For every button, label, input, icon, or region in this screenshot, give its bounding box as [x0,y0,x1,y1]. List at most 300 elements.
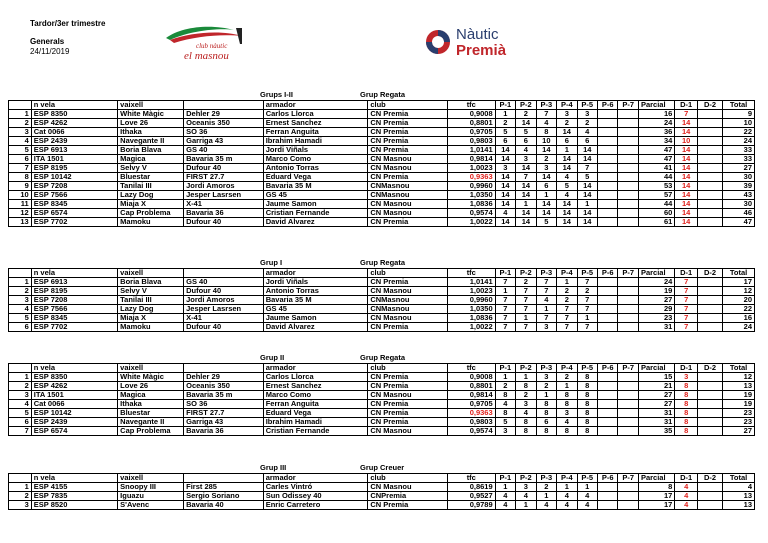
table-cell: CN Premia [368,278,448,287]
table-cell: Carles Vintró [263,483,368,492]
table-cell: Tanilai III [118,296,184,305]
header-cell: P-2 [516,474,536,483]
header-cell: P-7 [618,364,638,373]
table-cell: 0,9527 [447,492,495,501]
table-cell: 29 [638,305,674,314]
table-cell: 14 [675,209,698,218]
position-cell: 6 [9,323,32,332]
table-cell: 7 [675,314,698,323]
position-cell: 8 [9,173,32,182]
table-cell: 4 [557,418,577,427]
table-cell: 4 [675,501,698,510]
header-cell [9,269,32,278]
header-cell: P-4 [557,269,577,278]
table-cell: 23 [638,314,674,323]
table-cell: 1 [495,110,515,119]
table-cell: Navegante II [118,418,184,427]
table-cell: 27 [638,391,674,400]
table-row [9,287,755,296]
table-cell [598,164,618,173]
table-row [9,400,755,409]
table-row [9,164,755,173]
table-cell: 3 [516,155,536,164]
table-cell: 4 [557,492,577,501]
table-cell: 0,9814 [447,391,495,400]
table-cell: 4 [577,501,597,510]
header-cell: P-4 [557,101,577,110]
table-cell: Ernest Sanchez [263,119,368,128]
table-cell: Bavaria 35 m [184,155,264,164]
table-cell: 0,9960 [447,296,495,305]
table-cell [598,191,618,200]
table-cell: 61 [638,218,674,227]
table-cell: 3 [557,110,577,119]
table-cell [698,146,723,155]
header-cell: P-1 [495,364,515,373]
table-cell [698,373,723,382]
table-cell: 1,0836 [447,200,495,209]
table-cell: Cat 0066 [31,400,117,409]
table-row [9,173,755,182]
table-cell: 4 [495,492,515,501]
header-cell: P-2 [516,101,536,110]
table-cell: ESP 6913 [31,278,117,287]
table-cell: 0,8801 [447,382,495,391]
table-cell: 4 [557,501,577,510]
table-cell: 1 [516,200,536,209]
table-cell: Mamoku [118,218,184,227]
table-cell [618,483,638,492]
table-row [9,314,755,323]
table-cell: 14 [557,218,577,227]
group-category: Grup Creuer [360,463,405,472]
table-cell: CN Premia [368,218,448,227]
header-cell: vaixell [118,269,184,278]
table-cell: 8 [577,391,597,400]
table-cell: GS 40 [184,278,264,287]
header-cell: Parcial [638,101,674,110]
table-cell: 1 [557,382,577,391]
table-cell [698,287,723,296]
table-row [9,373,755,382]
header-cell: club [368,101,448,110]
table-cell: 7 [675,287,698,296]
table-cell: 4 [557,173,577,182]
table-cell: 1 [516,501,536,510]
table-cell: ESP 10142 [31,409,117,418]
table-cell [698,128,723,137]
table-cell: Bavaria 36 [184,209,264,218]
group-category: Grup Regata [360,258,406,267]
table-cell: Marco Como [263,155,368,164]
table-cell: 2 [557,119,577,128]
table-cell: 3 [536,323,556,332]
table-cell [618,110,638,119]
header-cell: tfc [447,474,495,483]
table-cell: 5 [557,182,577,191]
header-cell: P-3 [536,364,556,373]
results-table [8,363,755,436]
table-cell: 3 [495,164,515,173]
table-cell: 0,9363 [447,173,495,182]
position-cell: 1 [9,373,32,382]
table-cell: Enric Carretero [263,501,368,510]
table-cell: Lazy Dog [118,191,184,200]
header-cell [184,101,264,110]
group-title: Grup I [260,258,283,267]
lifebuoy-icon [424,28,452,56]
table-cell: ITA 1501 [31,155,117,164]
header-cell: Total [723,101,755,110]
table-cell: 14 [495,200,515,209]
table-cell: 0,9803 [447,137,495,146]
table-cell: CNMasnou [368,191,448,200]
table-cell: Selvy V [118,164,184,173]
table-cell: CN Premia [368,400,448,409]
position-cell: 1 [9,483,32,492]
table-cell [618,400,638,409]
table-cell: 14 [675,200,698,209]
table-cell: 19 [723,400,755,409]
table-cell: CNMasnou [368,296,448,305]
table-cell: CN Premia [368,137,448,146]
table-cell: CN Masnou [368,164,448,173]
table-cell: 1,0836 [447,314,495,323]
table-cell: 2 [536,155,556,164]
table-cell: 8 [675,391,698,400]
header-cell: armador [263,101,368,110]
table-cell: Ernest Sanchez [263,382,368,391]
table-header-row [9,269,755,278]
table-cell: 27 [638,296,674,305]
position-cell: 12 [9,209,32,218]
table-cell: 44 [638,200,674,209]
table-cell: 1,0023 [447,287,495,296]
table-row [9,409,755,418]
table-cell [698,164,723,173]
table-cell: First 285 [184,483,264,492]
table-cell: Boria Blava [118,146,184,155]
table-cell: 7 [495,305,515,314]
table-cell: David Alvarez [263,218,368,227]
table-cell: ESP 7208 [31,182,117,191]
table-cell: 14 [557,200,577,209]
table-cell [598,483,618,492]
table-cell: 14 [516,119,536,128]
table-cell: Lazy Dog [118,305,184,314]
table-cell [618,218,638,227]
table-row [9,191,755,200]
position-cell: 5 [9,146,32,155]
table-cell: Jesper Lasrsen [184,191,264,200]
table-cell: 7 [675,110,698,119]
table-cell: 27 [723,164,755,173]
header-cell: n vela [31,474,117,483]
table-cell: 19 [638,287,674,296]
header-cell: D-2 [698,101,723,110]
table-cell: 17 [638,501,674,510]
table-cell [618,278,638,287]
table-cell [598,382,618,391]
table-cell: CN Masnou [368,155,448,164]
table-cell: 24 [723,137,755,146]
table-cell: ESP 8350 [31,110,117,119]
table-cell: ESP 2439 [31,137,117,146]
table-cell [698,137,723,146]
table-cell: Eduard Vega [263,173,368,182]
table-cell: GS 45 [263,305,368,314]
table-cell: 0,9008 [447,110,495,119]
table-cell: 31 [638,409,674,418]
table-cell: CNMasnou [368,182,448,191]
table-cell [598,209,618,218]
table-cell: 3 [516,400,536,409]
table-cell: 1,0022 [447,218,495,227]
table-cell: 30 [723,173,755,182]
table-cell: 7 [675,296,698,305]
table-cell: ESP 2439 [31,418,117,427]
table-cell: 1 [577,483,597,492]
position-cell: 5 [9,409,32,418]
table-cell: CN Premia [368,409,448,418]
table-cell: CN Premia [368,146,448,155]
table-cell: 7 [536,314,556,323]
table-cell: 4 [516,146,536,155]
header-cell: P-6 [598,101,618,110]
table-cell: 14 [675,146,698,155]
table-cell: Carlos Llorca [263,110,368,119]
table-cell: Bavaria 35 m [184,391,264,400]
position-cell: 13 [9,218,32,227]
table-cell: Navegante II [118,137,184,146]
table-cell: Dufour 40 [184,164,264,173]
header-cell: P-7 [618,101,638,110]
table-cell: 41 [638,164,674,173]
header-cell: P-2 [516,364,536,373]
table-cell: 7 [495,278,515,287]
table-cell: Magica [118,391,184,400]
table-cell [618,209,638,218]
table-cell: 23 [723,418,755,427]
table-cell: Cristian Fernande [263,427,368,436]
table-cell: Oceanis 350 [184,119,264,128]
table-cell: 0,9803 [447,418,495,427]
table-cell: Garriga 43 [184,418,264,427]
table-cell: Cristian Fernande [263,209,368,218]
table-cell [618,200,638,209]
table-cell [698,200,723,209]
table-row [9,110,755,119]
table-cell [698,296,723,305]
table-cell [598,173,618,182]
table-cell: 1 [495,287,515,296]
table-cell [618,391,638,400]
table-cell: 22 [723,305,755,314]
table-row [9,483,755,492]
table-cell: Dufour 40 [184,323,264,332]
table-cell: 16 [723,314,755,323]
table-cell: X-41 [184,314,264,323]
table-cell: 0,9574 [447,209,495,218]
table-cell: 14 [495,173,515,182]
table-cell: 8 [675,382,698,391]
table-cell [618,173,638,182]
header-cell: n vela [31,101,117,110]
position-cell: 3 [9,296,32,305]
header-cell [184,474,264,483]
table-cell [598,323,618,332]
table-cell: 19 [723,391,755,400]
table-cell: 0,9363 [447,409,495,418]
header-cell: armador [263,364,368,373]
season-label: Tardor/3er trimestre [30,19,106,28]
logo-text-nautic: Nàutic [456,26,499,43]
table-row [9,382,755,391]
table-cell: Boria Blava [118,278,184,287]
table-cell [698,209,723,218]
table-cell: FIRST 27.7 [184,409,264,418]
table-cell [618,164,638,173]
table-cell: 1 [516,373,536,382]
table-cell: 8 [536,400,556,409]
header-cell: Total [723,364,755,373]
table-cell [598,373,618,382]
table-cell: 0,9814 [447,155,495,164]
table-cell: 14 [495,191,515,200]
table-cell: 7 [536,287,556,296]
table-cell: 0,8801 [447,119,495,128]
table-cell: Oceanis 350 [184,382,264,391]
table-cell [598,305,618,314]
table-cell: 14 [557,209,577,218]
table-row [9,418,755,427]
table-cell [598,314,618,323]
table-cell: ESP 8345 [31,200,117,209]
table-cell [618,501,638,510]
table-cell: 4 [516,492,536,501]
table-cell: Cat 0066 [31,128,117,137]
table-cell [598,155,618,164]
table-cell: 7 [536,278,556,287]
table-cell: CN Masnou [368,427,448,436]
table-cell: Bavaria 35 M [263,296,368,305]
header-cell [184,364,264,373]
table-row [9,427,755,436]
group-category: Grup Regata [360,353,406,362]
table-cell: 6 [557,137,577,146]
position-cell: 3 [9,501,32,510]
table-cell [698,418,723,427]
table-cell: 1 [536,305,556,314]
table-cell: 24 [723,323,755,332]
table-cell: 8 [516,427,536,436]
table-cell: 3 [536,164,556,173]
table-cell: ESP 7208 [31,296,117,305]
table-cell: 6 [516,137,536,146]
table-cell: 14 [516,191,536,200]
table-cell: 33 [723,146,755,155]
header-cell: P-7 [618,474,638,483]
table-cell: Jordi Amoros [184,182,264,191]
table-row [9,278,755,287]
position-cell: 3 [9,128,32,137]
header-cell: D-1 [675,269,698,278]
table-cell: David Alvarez [263,323,368,332]
table-cell: 14 [577,182,597,191]
table-cell: 14 [577,191,597,200]
table-cell: 14 [536,200,556,209]
table-cell: ESP 6574 [31,209,117,218]
header-cell: Total [723,474,755,483]
position-cell: 4 [9,137,32,146]
table-cell: 6 [536,182,556,191]
table-cell: 4 [495,400,515,409]
header-cell: vaixell [118,364,184,373]
table-cell [698,278,723,287]
table-cell: 31 [638,418,674,427]
position-cell: 2 [9,382,32,391]
table-cell: Eduard Vega [263,409,368,418]
table-cell: 8 [638,483,674,492]
position-cell: 2 [9,492,32,501]
results-table [8,268,755,332]
table-cell: 4 [557,191,577,200]
table-cell: 7 [675,323,698,332]
header-cell: P-1 [495,101,515,110]
table-cell: ESP 8195 [31,164,117,173]
table-cell [618,305,638,314]
table-cell: CN Premia [368,173,448,182]
table-cell [618,418,638,427]
header-cell: Parcial [638,269,674,278]
table-cell: 60 [638,209,674,218]
table-cell: ESP 4262 [31,119,117,128]
group-title: Grup III [260,463,287,472]
position-cell: 6 [9,418,32,427]
table-cell [698,305,723,314]
table-cell: 14 [557,155,577,164]
header-cell: P-3 [536,269,556,278]
table-cell: Ibrahim Hamadi [263,137,368,146]
table-cell [698,492,723,501]
header-cell: P-6 [598,364,618,373]
header-cell [184,269,264,278]
table-cell: 14 [557,164,577,173]
position-cell: 9 [9,182,32,191]
table-cell: 14 [495,146,515,155]
table-cell [698,182,723,191]
table-cell: 0,9705 [447,128,495,137]
table-cell: 8 [516,418,536,427]
table-row [9,501,755,510]
header-cell: n vela [31,364,117,373]
table-cell: 1 [557,146,577,155]
header-cell: tfc [447,364,495,373]
table-cell [618,146,638,155]
table-cell: 7 [675,278,698,287]
table-cell: CN Premia [368,128,448,137]
table-cell: 4 [723,483,755,492]
table-cell: 8 [536,409,556,418]
table-cell: Antonio Torras [263,164,368,173]
table-cell: 1 [516,314,536,323]
table-cell: Jordi Viñals [263,146,368,155]
group-title: Grups I-II [260,90,293,99]
logo-text-premia: Premià [456,42,507,59]
header-cell: D-2 [698,364,723,373]
results-table [8,100,755,227]
header-cell: tfc [447,269,495,278]
